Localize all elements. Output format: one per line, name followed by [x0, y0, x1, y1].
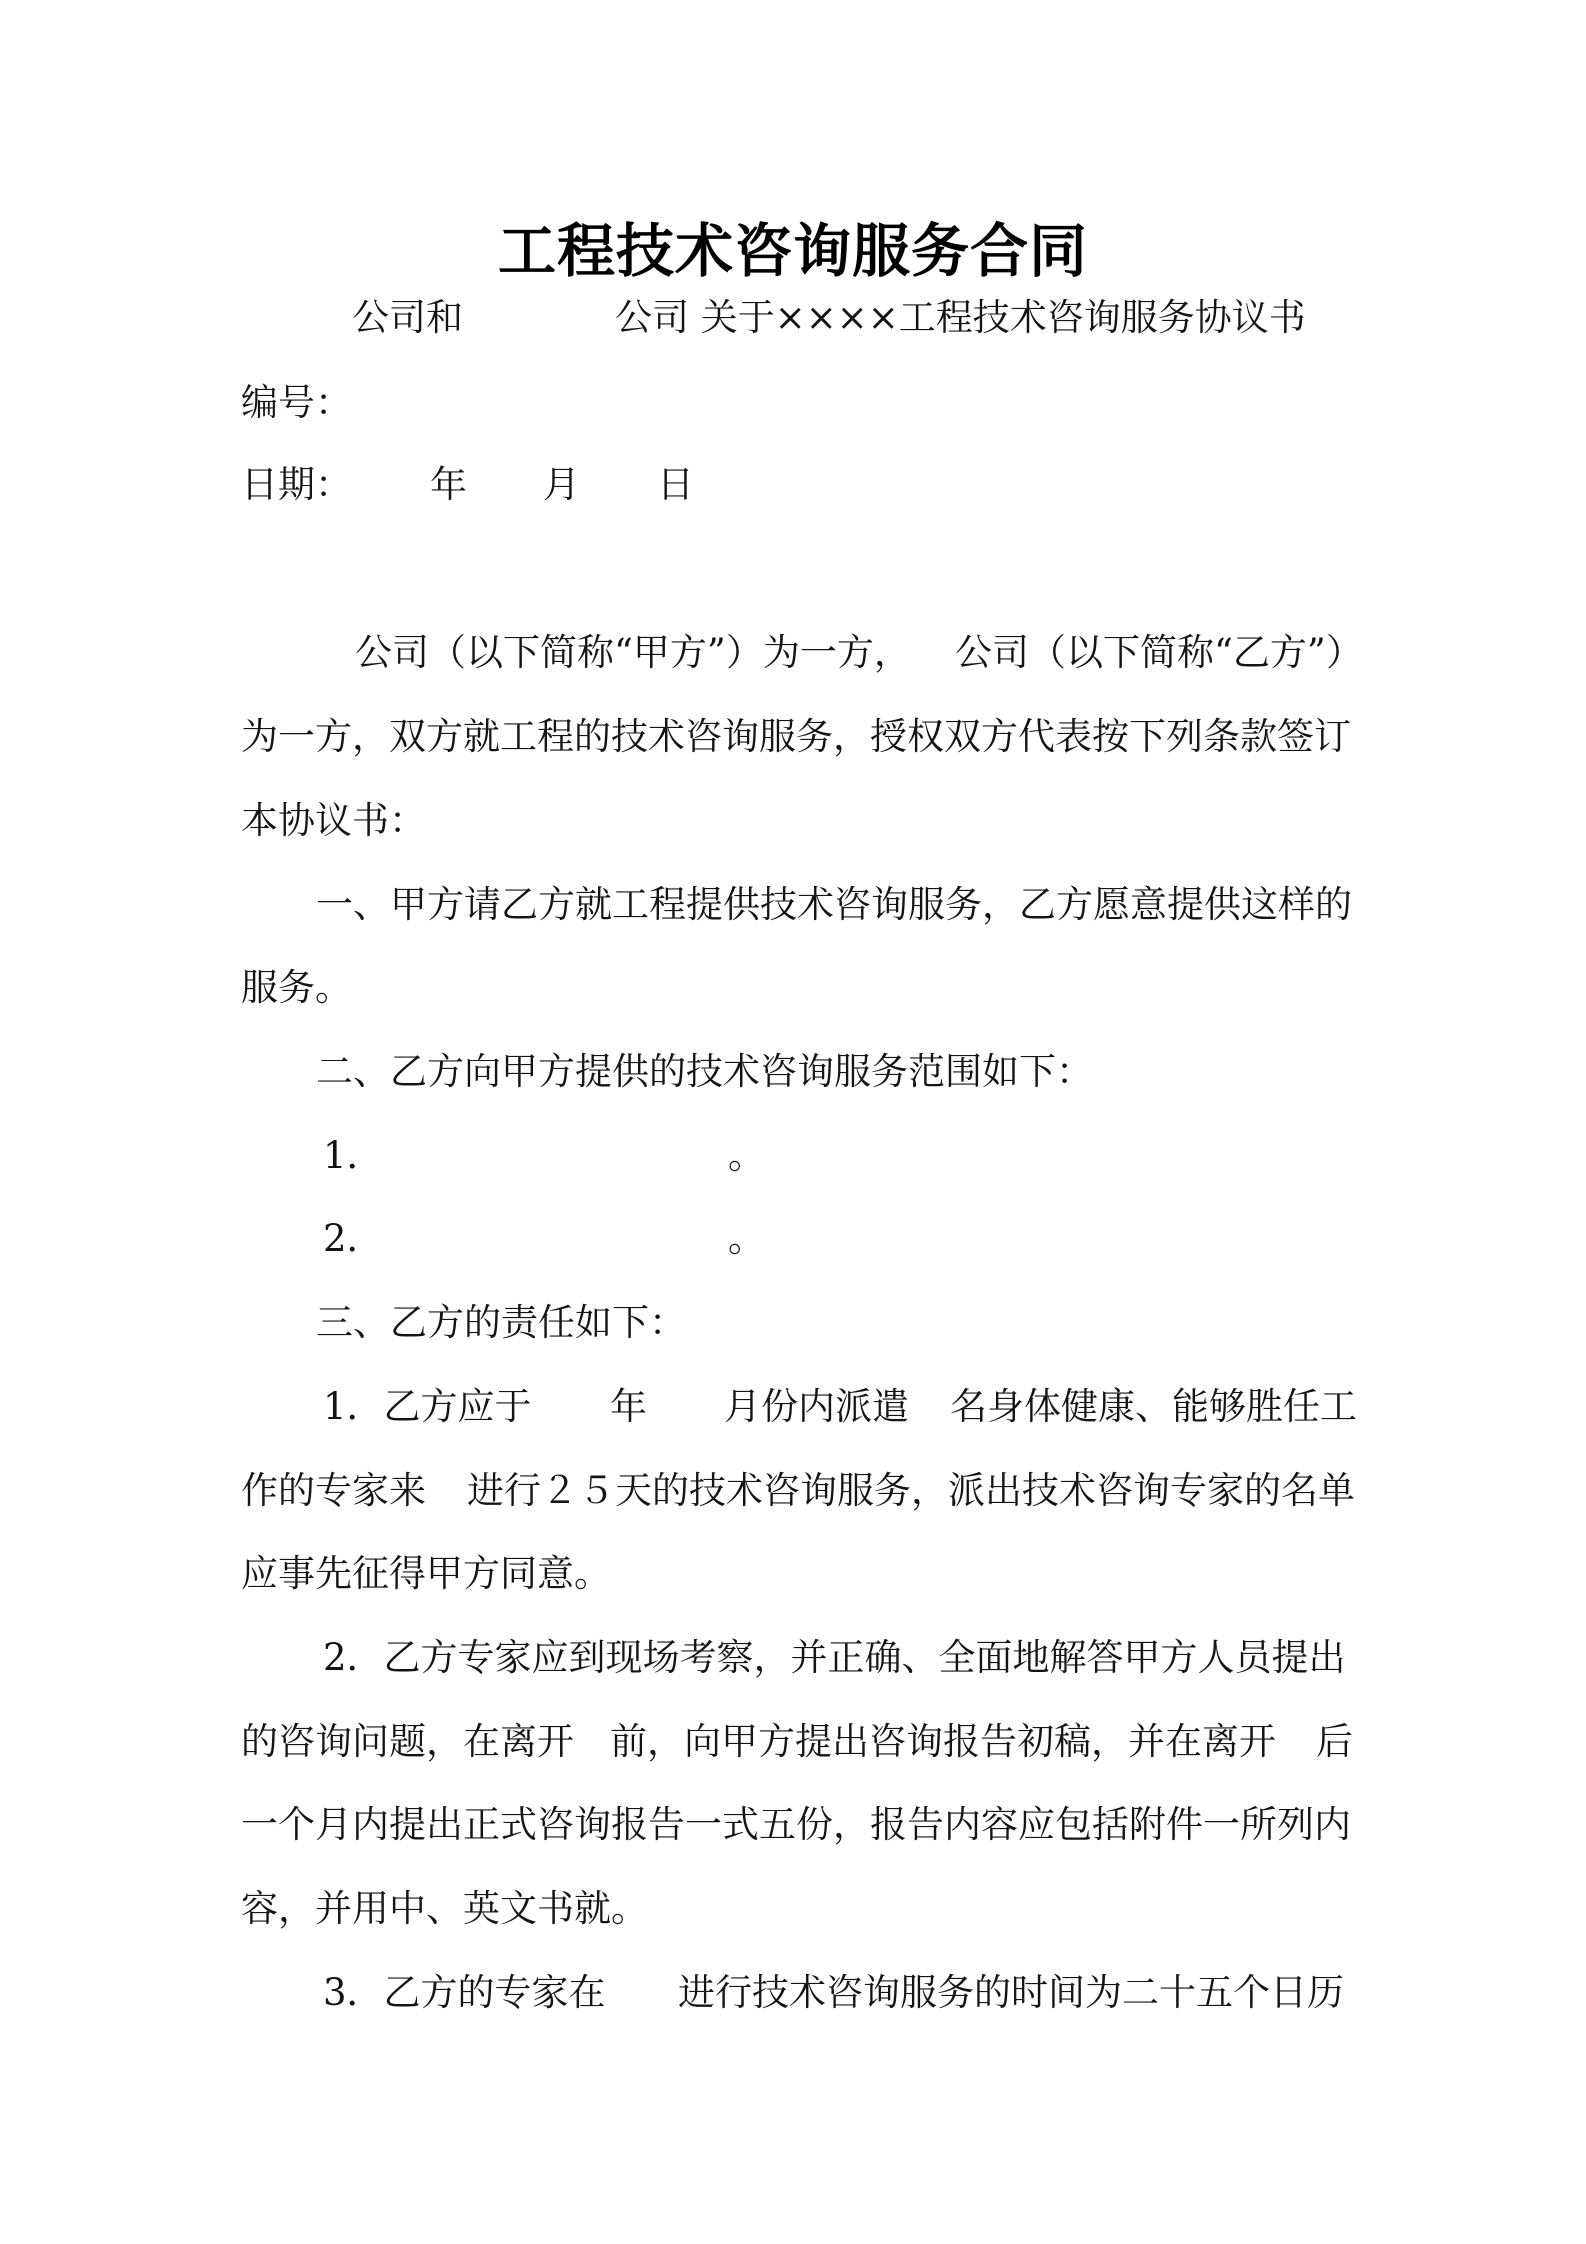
intro-line3: 本协议书： — [241, 799, 426, 842]
clause3-item3-b: 进行技术咨询服务的时间为二十五个日历 — [678, 1971, 1344, 2014]
clause1-line2: 服务。 — [241, 966, 352, 1009]
date-year: 年 — [430, 463, 467, 506]
subtitle-right: 公司 关于××××工程技术咨询服务协议书 — [615, 296, 1306, 339]
clause3-item2-line2-c: 后 — [1316, 1720, 1353, 1763]
date-month: 月 — [543, 463, 580, 506]
document-title: 工程技术咨询服务合同 — [497, 217, 1088, 285]
clause2-item2-number: 2． — [323, 1217, 384, 1260]
number-label: 编号： — [241, 381, 352, 424]
clause3-heading: 三、乙方的责任如下： — [316, 1301, 686, 1344]
clause2-item2-end: 。 — [728, 1217, 765, 1260]
clause2-heading: 二、乙方向甲方提供的技术咨询服务范围如下： — [316, 1050, 1093, 1093]
date-day: 日 — [657, 463, 694, 506]
clause3-item1-c: 月份内派遣 — [724, 1385, 909, 1428]
subtitle-left: 公司和 — [352, 296, 463, 339]
clause3-item2-line3: 一个月内提出正式咨询报告一式五份，报告内容应包括附件一所列内 — [241, 1803, 1351, 1846]
clause3-item1-d: 名身体健康、能够胜任工 — [950, 1385, 1357, 1428]
clause3-item1-b: 年 — [610, 1385, 647, 1428]
clause3-item3-a: 3．乙方的专家在 — [323, 1971, 606, 2014]
intro-line2: 为一方，双方就工程的技术咨询服务，授权双方代表按下列条款签订 — [241, 715, 1351, 758]
clause3-item2-line2-a: 的咨询问题，在离开 — [241, 1720, 574, 1763]
clause3-item1-a: 1．乙方应于 — [323, 1385, 532, 1428]
clause3-item1-line3: 应事先征得甲方同意。 — [241, 1552, 611, 1595]
intro-line1-b: 公司（以下简称“乙方”） — [955, 631, 1363, 674]
clause1-line1: 一、甲方请乙方就工程提供技术咨询服务，乙方愿意提供这样的 — [316, 883, 1352, 926]
date-label: 日期： — [241, 463, 352, 506]
clause3-item1-line2-a: 作的专家来 — [241, 1469, 426, 1512]
clause2-item1-end: 。 — [728, 1134, 765, 1177]
clause3-item2-line1: 2．乙方专家应到现场考察，并正确、全面地解答甲方人员提出 — [323, 1636, 1346, 1679]
intro-line1-a: 公司（以下简称“甲方”）为一方， — [355, 631, 911, 674]
clause3-item2-line2-b: 前，向甲方提出咨询报告初稿，并在离开 — [610, 1720, 1276, 1763]
clause3-item2-line4: 容，并用中、英文书就。 — [241, 1887, 648, 1930]
clause3-item1-line2-b: 进行２５天的技术咨询服务，派出技术咨询专家的名单 — [467, 1469, 1355, 1512]
clause2-item1-number: 1． — [323, 1134, 384, 1177]
